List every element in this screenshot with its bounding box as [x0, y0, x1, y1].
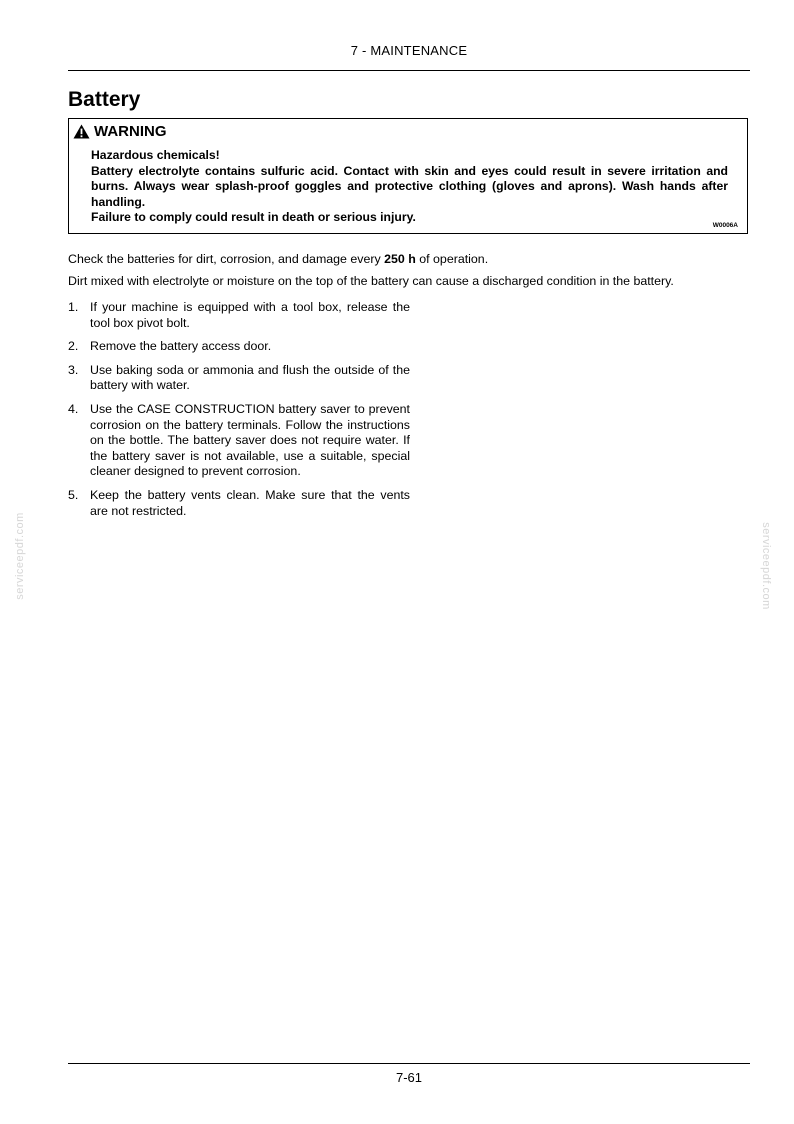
interval-value: 250 h: [384, 252, 416, 266]
inspection-interval-paragraph: [68, 252, 748, 267]
procedure-steps: [68, 300, 410, 527]
warning-line-hazard: Hazardous chemicals!: [91, 148, 220, 162]
step-text: Use baking soda or ammonia and flush the outside of the battery with water.: [90, 362, 410, 393]
page-number: 7-61: [395, 1070, 423, 1085]
list-item: [68, 339, 410, 355]
step-number: 4.: [68, 401, 79, 416]
warning-body: [91, 148, 728, 226]
step-number: 3.: [68, 362, 79, 377]
warning-line-description: Battery electrolyte contains sulfuric acid. Contact with skin and eyes could result in severe irritation and burns. Always wear splash-proof goggles and protective clothing (gloves and aprons). Wash hands after handling.: [91, 163, 728, 209]
step-number: 1.: [68, 300, 79, 314]
step-number: 5.: [68, 487, 79, 502]
warning-header: [73, 123, 167, 140]
step-text: Remove the battery access door.: [90, 339, 272, 354]
step-number: 2.: [68, 339, 79, 354]
section-header: 7 - MAINTENANCE: [350, 43, 468, 58]
warning-box: [68, 118, 748, 234]
list-item: [68, 300, 410, 331]
list-item: [68, 402, 410, 480]
watermark-left: serviceepdf.com: [13, 512, 26, 600]
warning-line-consequence: Failure to comply could result in death or serious injury.: [91, 210, 416, 224]
list-item: [68, 488, 410, 519]
list-item: [68, 363, 410, 394]
watermark-right: serviceepdf.com: [759, 522, 772, 610]
page-title: Battery: [68, 88, 141, 111]
interval-text-before: Check the batteries for dirt, corrosion, and damage every: [68, 252, 385, 266]
warning-code: W0006A: [712, 222, 738, 229]
discharge-note-paragraph: Dirt mixed with electrolyte or moisture on the top of the battery can cause a discharged condition in the battery.: [68, 274, 674, 288]
interval-text-after: of operation.: [415, 252, 489, 266]
step-text: If your machine is equipped with a tool box, release the tool box pivot bolt.: [90, 300, 410, 330]
footer-divider: [68, 1063, 750, 1064]
header-divider: [68, 70, 750, 71]
warning-label: WARNING: [94, 123, 167, 140]
step-text: Use the CASE CONSTRUCTION battery saver to prevent corrosion on the battery terminals. Follow the instructions on the bottle. The battery saver does not require water. If the battery saver is not available, use a suitable, special cleaner designed to prevent corrosion.: [90, 401, 410, 479]
warning-triangle-icon: [73, 124, 90, 139]
step-text: Keep the battery vents clean. Make sure that the vents are not restricted.: [90, 487, 410, 518]
